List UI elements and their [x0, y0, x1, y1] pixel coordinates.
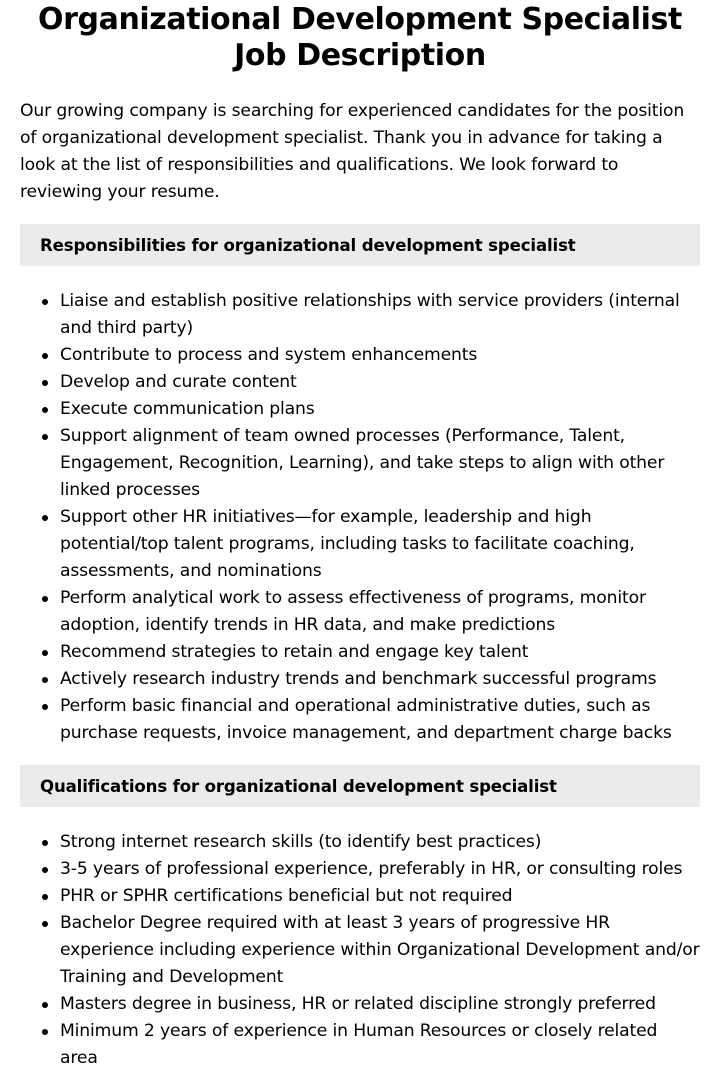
list-item	[20, 342, 700, 369]
qualifications-list	[20, 807, 700, 1072]
bullet-icon	[42, 1029, 48, 1035]
list-item-text: Develop and curate content	[60, 372, 297, 392]
list-item-text: Contribute to process and system enhancements	[60, 345, 478, 365]
list-item-text: Support other HR initiatives—for example, leadership and high potential/top talent programs, including tasks to facilitate coaching, assessments, and nominations	[60, 507, 635, 581]
list-item-text: PHR or SPHR certifications beneficial but not required	[60, 886, 513, 906]
bullet-icon	[42, 299, 48, 305]
list-item	[20, 288, 700, 342]
list-item-text: Strong internet research skills (to identify best practices)	[60, 832, 542, 852]
list-item	[20, 639, 700, 666]
list-item-text: Support alignment of team owned processes (Performance, Talent, Engagement, Recognition, Learning), and take steps to align with other linked processes	[60, 426, 665, 500]
list-item	[20, 585, 700, 639]
bullet-icon	[42, 515, 48, 521]
responsibilities-heading: Responsibilities for organizational development specialist	[20, 224, 700, 266]
job-description-page	[0, 2, 720, 1067]
list-item	[20, 504, 700, 585]
responsibilities-list	[20, 266, 700, 747]
intro-paragraph: Our growing company is searching for experienced candidates for the position of organizational development specialist. Thank you in advance for taking a look at the list of responsibilities and qualifications. We look forward to reviewing your resume.	[20, 101, 685, 202]
list-item-text: Recommend strategies to retain and engage key talent	[60, 642, 529, 662]
list-item-text: Perform basic financial and operational administrative duties, such as purchase requests, invoice management, and department charge backs	[60, 696, 672, 743]
bullet-icon	[42, 840, 48, 846]
bullet-icon	[42, 867, 48, 873]
list-item	[20, 991, 700, 1018]
list-item	[20, 423, 700, 504]
list-item-text: 3-5 years of professional experience, preferably in HR, or consulting roles	[60, 859, 683, 879]
list-item	[20, 369, 700, 396]
list-item	[20, 666, 700, 693]
page-title: Organizational Development Specialist Job Description	[38, 2, 682, 73]
bullet-icon	[42, 380, 48, 386]
list-item	[20, 829, 700, 856]
list-item-text: Liaise and establish positive relationships with service providers (internal and third party)	[60, 291, 680, 338]
bullet-icon	[42, 704, 48, 710]
qualifications-heading: Qualifications for organizational development specialist	[20, 765, 700, 807]
bullet-icon	[42, 894, 48, 900]
bullet-icon	[42, 434, 48, 440]
list-item-text: Minimum 2 years of experience in Human Resources or closely related area	[60, 1021, 658, 1068]
list-item	[20, 693, 700, 747]
bullet-icon	[42, 650, 48, 656]
list-item	[20, 883, 700, 910]
list-item-text: Bachelor Degree required with at least 3 years of progressive HR experience including experience within Organizational Development and/or Training and Development	[60, 913, 700, 987]
bullet-icon	[42, 407, 48, 413]
list-item	[20, 910, 700, 991]
list-item-text: Actively research industry trends and benchmark successful programs	[60, 669, 657, 689]
bullet-icon	[42, 921, 48, 927]
list-item-text: Perform analytical work to assess effectiveness of programs, monitor adoption, identify trends in HR data, and make predictions	[60, 588, 646, 635]
list-item-text: Masters degree in business, HR or related discipline strongly preferred	[60, 994, 656, 1014]
list-item	[20, 396, 700, 423]
bullet-icon	[42, 1002, 48, 1008]
bullet-icon	[42, 677, 48, 683]
bullet-icon	[42, 596, 48, 602]
bullet-icon	[42, 353, 48, 359]
list-item	[20, 856, 700, 883]
list-item	[20, 1018, 700, 1072]
list-item-text: Execute communication plans	[60, 399, 315, 419]
